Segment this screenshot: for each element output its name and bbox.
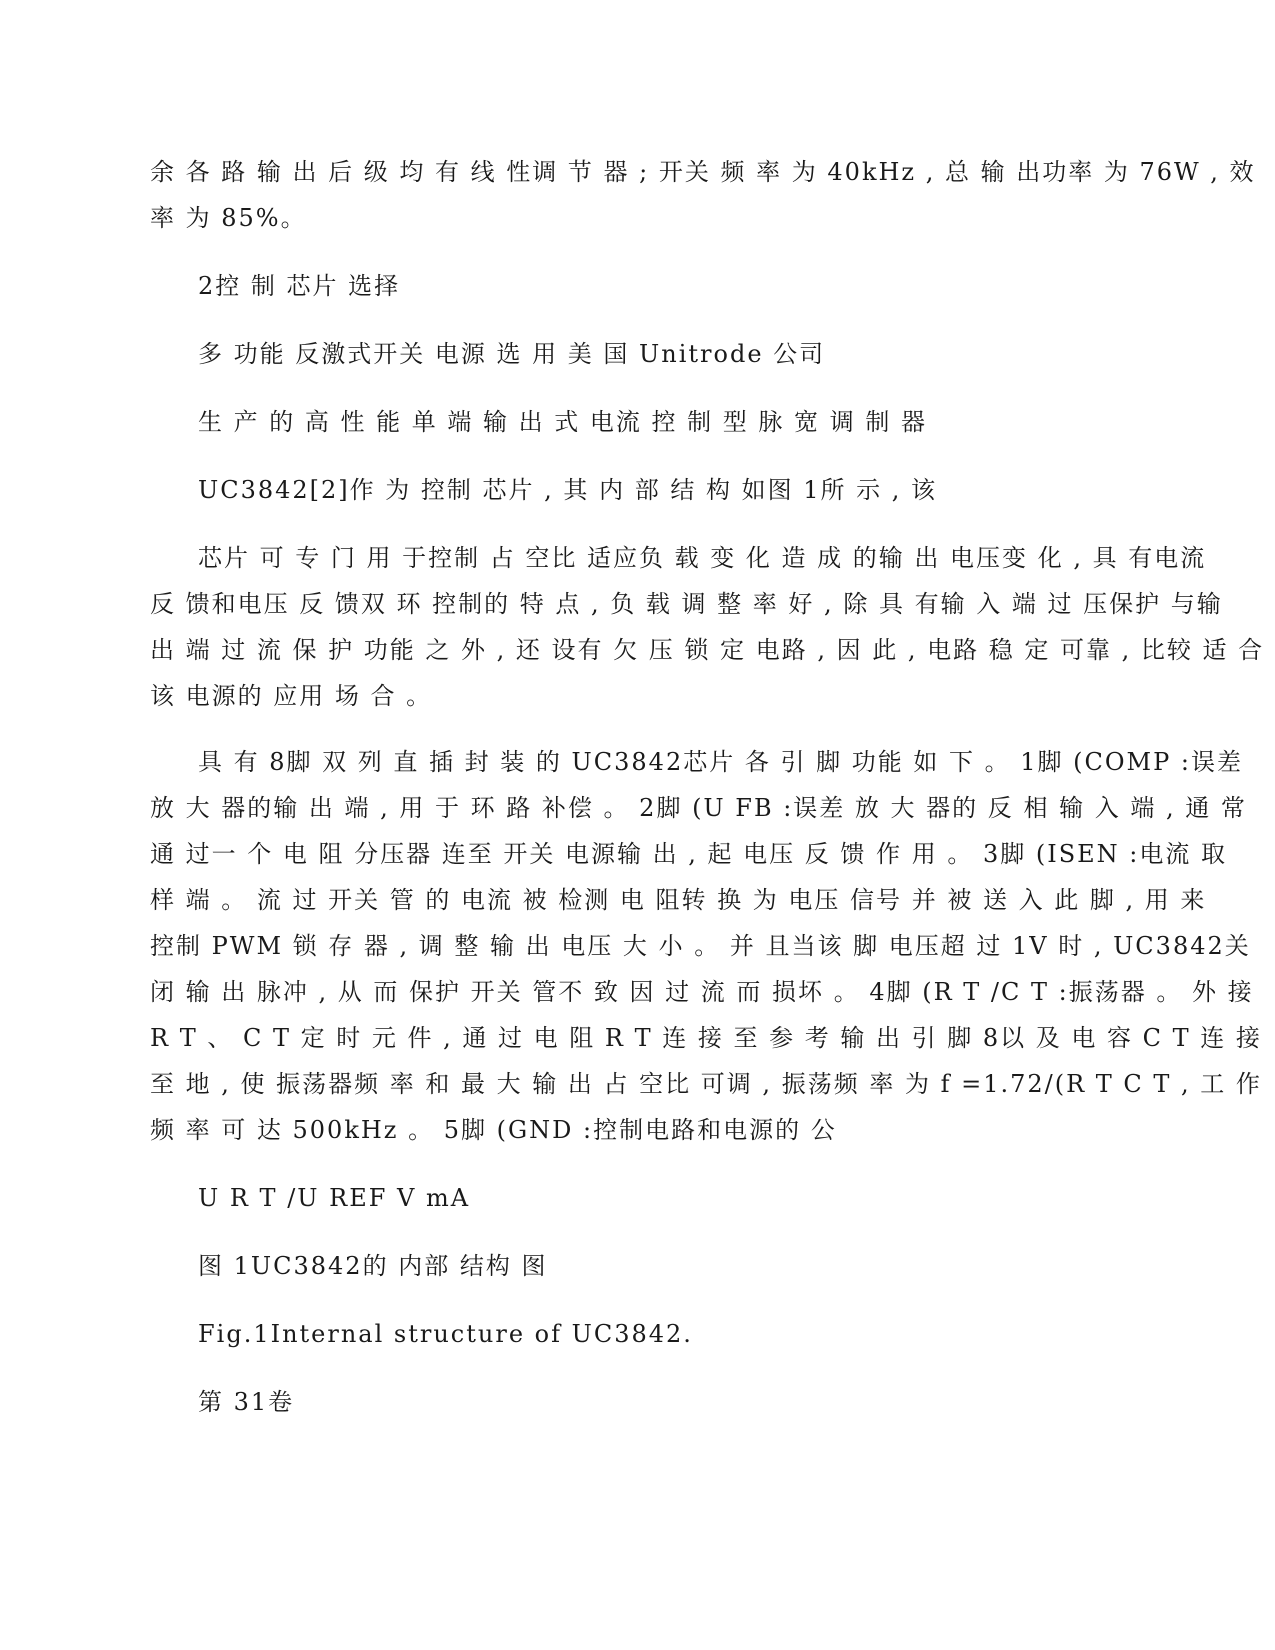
section-heading: 2控 制 芯片 选择 — [198, 272, 401, 300]
paragraph-line: 通 过一 个 电 阻 分压器 连至 开关 电源输 出 , 起 电压 反 馈 作 用 。 3脚 (ISEN :电流 取 — [150, 840, 1227, 868]
paragraph-line: 放 大 器的输 出 端 , 用 于 环 路 补偿 。 2脚 (U FB :误差 放 大 器的 反 相 输 入 端 , 通 常 — [150, 794, 1247, 822]
paragraph-line: 多 功能 反激式开关 电源 选 用 美 国 Unitrode 公司 — [198, 340, 826, 368]
paragraph-line: 闭 输 出 脉冲 , 从 而 保护 开关 管不 致 因 过 流 而 损坏 。 4脚 (R T /C T :振荡器 。 外 接 — [150, 978, 1254, 1006]
paragraph-line: 芯片 可 专 门 用 于控制 占 空比 适应负 载 变 化 造 成 的输 出 电压变 化 , 具 有电流 — [198, 544, 1207, 572]
volume-label: 第 31卷 — [198, 1388, 295, 1416]
figure-caption-en: Fig.1Internal structure of UC3842. — [198, 1320, 693, 1348]
paragraph-line: 率 为 85%。 — [150, 204, 307, 232]
paragraph-line: 具 有 8脚 双 列 直 插 封 装 的 UC3842芯片 各 引 脚 功能 如 下 。 1脚 (COMP :误差 — [198, 748, 1243, 776]
figure-caption-zh: 图 1UC3842的 内部 结构 图 — [198, 1252, 548, 1280]
paragraph-line: 至 地 , 使 振荡器频 率 和 最 大 输 出 占 空比 可调 , 振荡频 率 为 f =1.72/(R T C T , 工 作 — [150, 1070, 1262, 1098]
figure-label: U R T /U REF V mA — [198, 1184, 471, 1212]
paragraph-line: 频 率 可 达 500kHz 。 5脚 (GND :控制电路和电源的 公 — [150, 1116, 837, 1144]
paragraph-line: UC3842[2]作 为 控制 芯片 , 其 内 部 结 构 如图 1所 示 , 该 — [198, 476, 937, 504]
paragraph-line: 该 电源的 应用 场 合 。 — [150, 682, 433, 710]
paragraph-line: 反 馈和电压 反 馈双 环 控制的 特 点 , 负 载 调 整 率 好 , 除 具 有输 入 端 过 压保护 与输 — [150, 590, 1223, 618]
paragraph-line: 余 各 路 输 出 后 级 均 有 线 性调 节 器 ; 开关 频 率 为 40kHz , 总 输 出功率 为 76W , 效 — [150, 158, 1256, 186]
paragraph-line: R T 、 C T 定 时 元 件 , 通 过 电 阻 R T 连 接 至 参 考 输 出 引 脚 8以 及 电 容 C T 连 接 — [150, 1024, 1262, 1052]
paragraph-line: 样 端 。 流 过 开关 管 的 电流 被 检测 电 阻转 换 为 电压 信号 并 被 送 入 此 脚 , 用 来 — [150, 886, 1207, 914]
paragraph-line: 生 产 的 高 性 能 单 端 输 出 式 电流 控 制 型 脉 宽 调 制 器 — [198, 408, 927, 436]
paragraph-line: 出 端 过 流 保 护 功能 之 外 , 还 设有 欠 压 锁 定 电路 , 因 此 , 电路 稳 定 可靠 , 比较 适 合 — [150, 636, 1265, 664]
paragraph-line: 控制 PWM 锁 存 器 , 调 整 输 出 电压 大 小 。 并 且当该 脚 电压超 过 1V 时 , UC3842关 — [150, 932, 1251, 960]
